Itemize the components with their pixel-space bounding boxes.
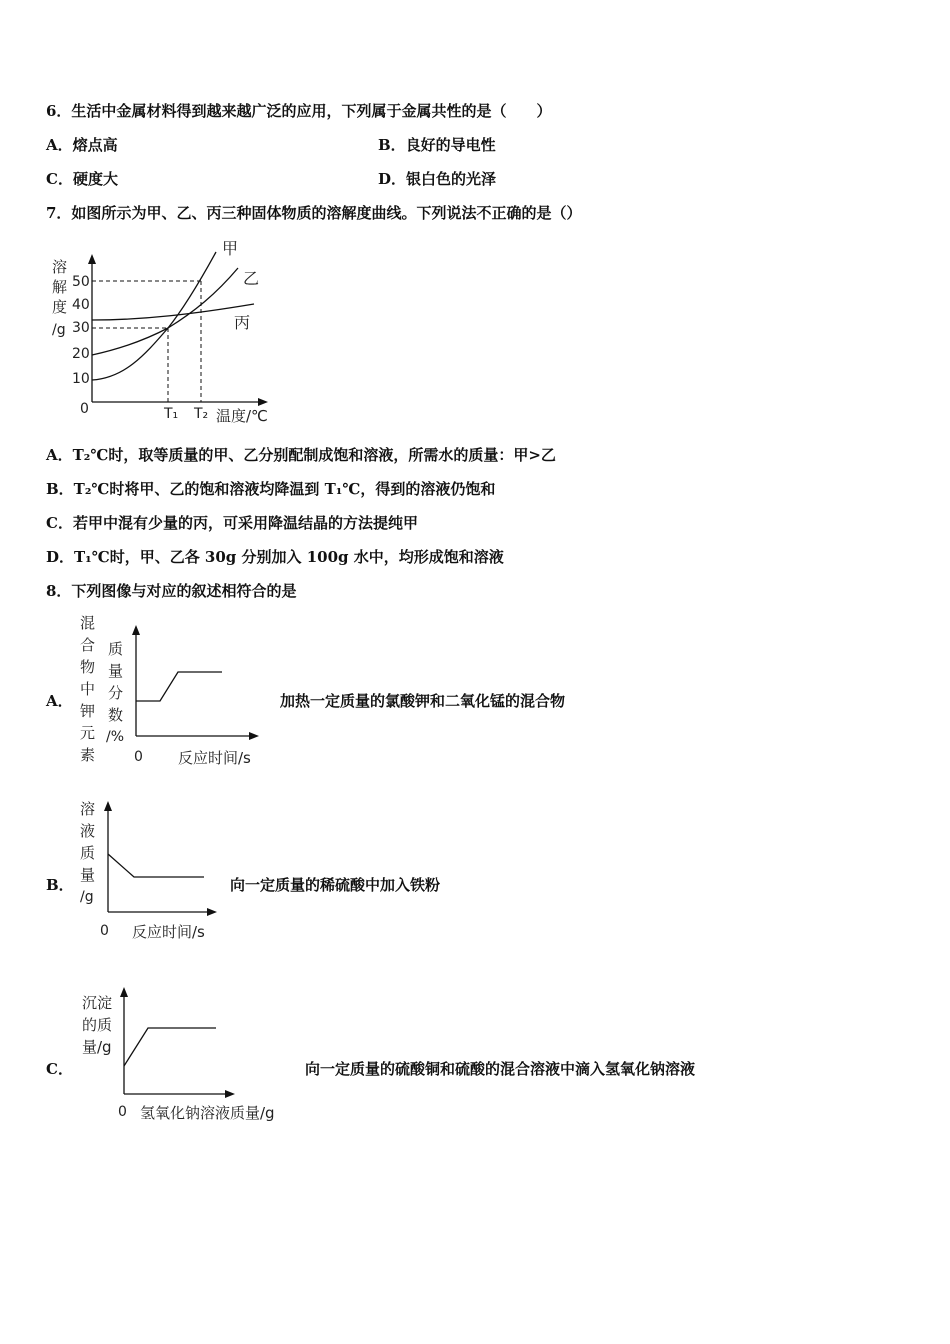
q8-option-b-letter: B． xyxy=(46,876,74,894)
graph7-label-yi: 乙 xyxy=(243,269,260,288)
graph8a-line xyxy=(136,672,222,701)
q8-option-a-desc: 加热一定质量的氯酸钾和二氧化锰的混合物 xyxy=(280,692,566,710)
graph7-ytick-30: 30 xyxy=(72,320,90,336)
graph8b-ylabel-4: /g xyxy=(80,889,94,905)
graph8c-line xyxy=(124,1028,216,1066)
graph7-ylabel-2: 解 xyxy=(52,278,68,296)
graph8c-origin: 0 xyxy=(118,1104,127,1120)
graph8a-ylabel1-3: 中 xyxy=(80,680,96,698)
q6-option-c: C．硬度大 xyxy=(46,170,118,188)
graph8c-ylabel-0: 沉淀 xyxy=(82,994,113,1012)
graph8b-ylabel-1: 液 xyxy=(80,822,96,840)
graph8c-y-arrow xyxy=(120,987,128,997)
graph8a-y-arrow xyxy=(132,625,140,635)
solubility-curve-graph xyxy=(44,238,284,428)
q8-stem: 8．下列图像与对应的叙述相符合的是 xyxy=(46,582,297,600)
graph8a-ylabel1-4: 钾 xyxy=(80,702,96,720)
graph8a-ylabel1-6: 素 xyxy=(80,746,96,764)
graph7-ytick-40: 40 xyxy=(72,297,90,313)
graph8b-ylabel-0: 溶 xyxy=(80,800,96,818)
graph8b-xlabel: 反应时间/s xyxy=(132,923,205,941)
graph7-curve-jia xyxy=(92,252,216,380)
q8-option-c-desc: 向一定质量的硫酸铜和硫酸的混合溶液中滴入氢氧化钠溶液 xyxy=(305,1060,696,1078)
graph7-ytick-20: 20 xyxy=(72,346,90,362)
q8-option-b-desc: 向一定质量的稀硫酸中加入铁粉 xyxy=(230,876,441,894)
graph7-ytick-10: 10 xyxy=(72,371,90,387)
graph8b xyxy=(76,796,256,946)
graph8a-origin: 0 xyxy=(134,749,143,765)
graph8a-ylabel1-5: 元 xyxy=(80,724,96,742)
graph8c-xlabel: 氢氧化钠溶液质量/g xyxy=(140,1104,275,1122)
graph7-label-bing: 丙 xyxy=(234,313,251,332)
graph8a-xlabel: 反应时间/s xyxy=(178,749,251,767)
graph7-y-arrow xyxy=(88,254,96,264)
graph8a-ylabel1-2: 物 xyxy=(80,658,96,676)
graph8a-ylabel1-0: 混 xyxy=(80,614,96,632)
graph8b-origin: 0 xyxy=(100,923,109,939)
graph7-xtick-t1: T₁ xyxy=(164,406,179,422)
graph8b-y-arrow xyxy=(104,801,112,811)
graph8a-ylabel2-4: /% xyxy=(106,729,125,745)
graph8a-ylabel2-2: 分 xyxy=(108,684,124,702)
graph8b-line xyxy=(108,854,204,877)
graph8a-ylabel2-1: 量 xyxy=(108,662,124,680)
q7-option-a: A．T₂℃时，取等质量的甲、乙分别配制成饱和溶液，所需水的质量：甲>乙 xyxy=(46,446,556,464)
graph8a-ylabel2-3: 数 xyxy=(108,706,124,724)
graph7-ylabel-1: 溶 xyxy=(52,258,68,276)
graph7-label-jia: 甲 xyxy=(222,239,239,258)
graph7-ytick-50: 50 xyxy=(72,274,90,290)
graph7-xlabel: 温度/℃ xyxy=(216,407,268,425)
q7-stem: 7．如图所示为甲、乙、丙三种固体物质的溶解度曲线。下列说法不正确的是（） xyxy=(46,204,582,222)
graph7-ylabel-3: 度 xyxy=(52,298,68,316)
q8-option-c-letter: C． xyxy=(46,1060,73,1078)
graph8a xyxy=(76,610,276,770)
q6-stem: 6．生活中金属材料得到越来越广泛的应用，下列属于金属共性的是（ ） xyxy=(46,102,552,120)
graph7-origin: 0 xyxy=(80,401,89,417)
graph7-curve-bing xyxy=(92,304,254,320)
graph8c-ylabel-2: 量/g xyxy=(82,1038,112,1056)
q7-option-c: C．若甲中混有少量的丙，可采用降温结晶的方法提纯甲 xyxy=(46,514,418,532)
graph8c-ylabel-1: 的质 xyxy=(82,1016,113,1034)
graph8c xyxy=(78,982,308,1127)
graph8b-ylabel-3: 量 xyxy=(80,866,96,884)
q6-option-d: D．银白色的光泽 xyxy=(378,170,497,188)
graph8a-x-arrow xyxy=(249,732,259,740)
q6-option-a: A．熔点高 xyxy=(46,136,118,154)
q7-option-d: D．T₁℃时，甲、乙各 30g 分别加入 100g 水中，均形成饱和溶液 xyxy=(46,548,504,566)
graph8b-x-arrow xyxy=(207,908,217,916)
graph8b-ylabel-2: 质 xyxy=(80,844,96,862)
graph8a-ylabel2-0: 质 xyxy=(108,640,124,658)
q8-option-a-letter: A． xyxy=(46,692,73,710)
graph8a-ylabel1-1: 合 xyxy=(80,636,96,654)
graph8c-x-arrow xyxy=(225,1090,235,1098)
graph7-xtick-t2: T₂ xyxy=(194,406,209,422)
q6-option-b: B．良好的导电性 xyxy=(378,136,496,154)
graph7-ylabel-4: /g xyxy=(52,322,66,338)
q7-option-b: B．T₂℃时将甲、乙的饱和溶液均降温到 T₁℃，得到的溶液仍饱和 xyxy=(46,480,496,498)
graph7-x-arrow xyxy=(258,398,268,406)
